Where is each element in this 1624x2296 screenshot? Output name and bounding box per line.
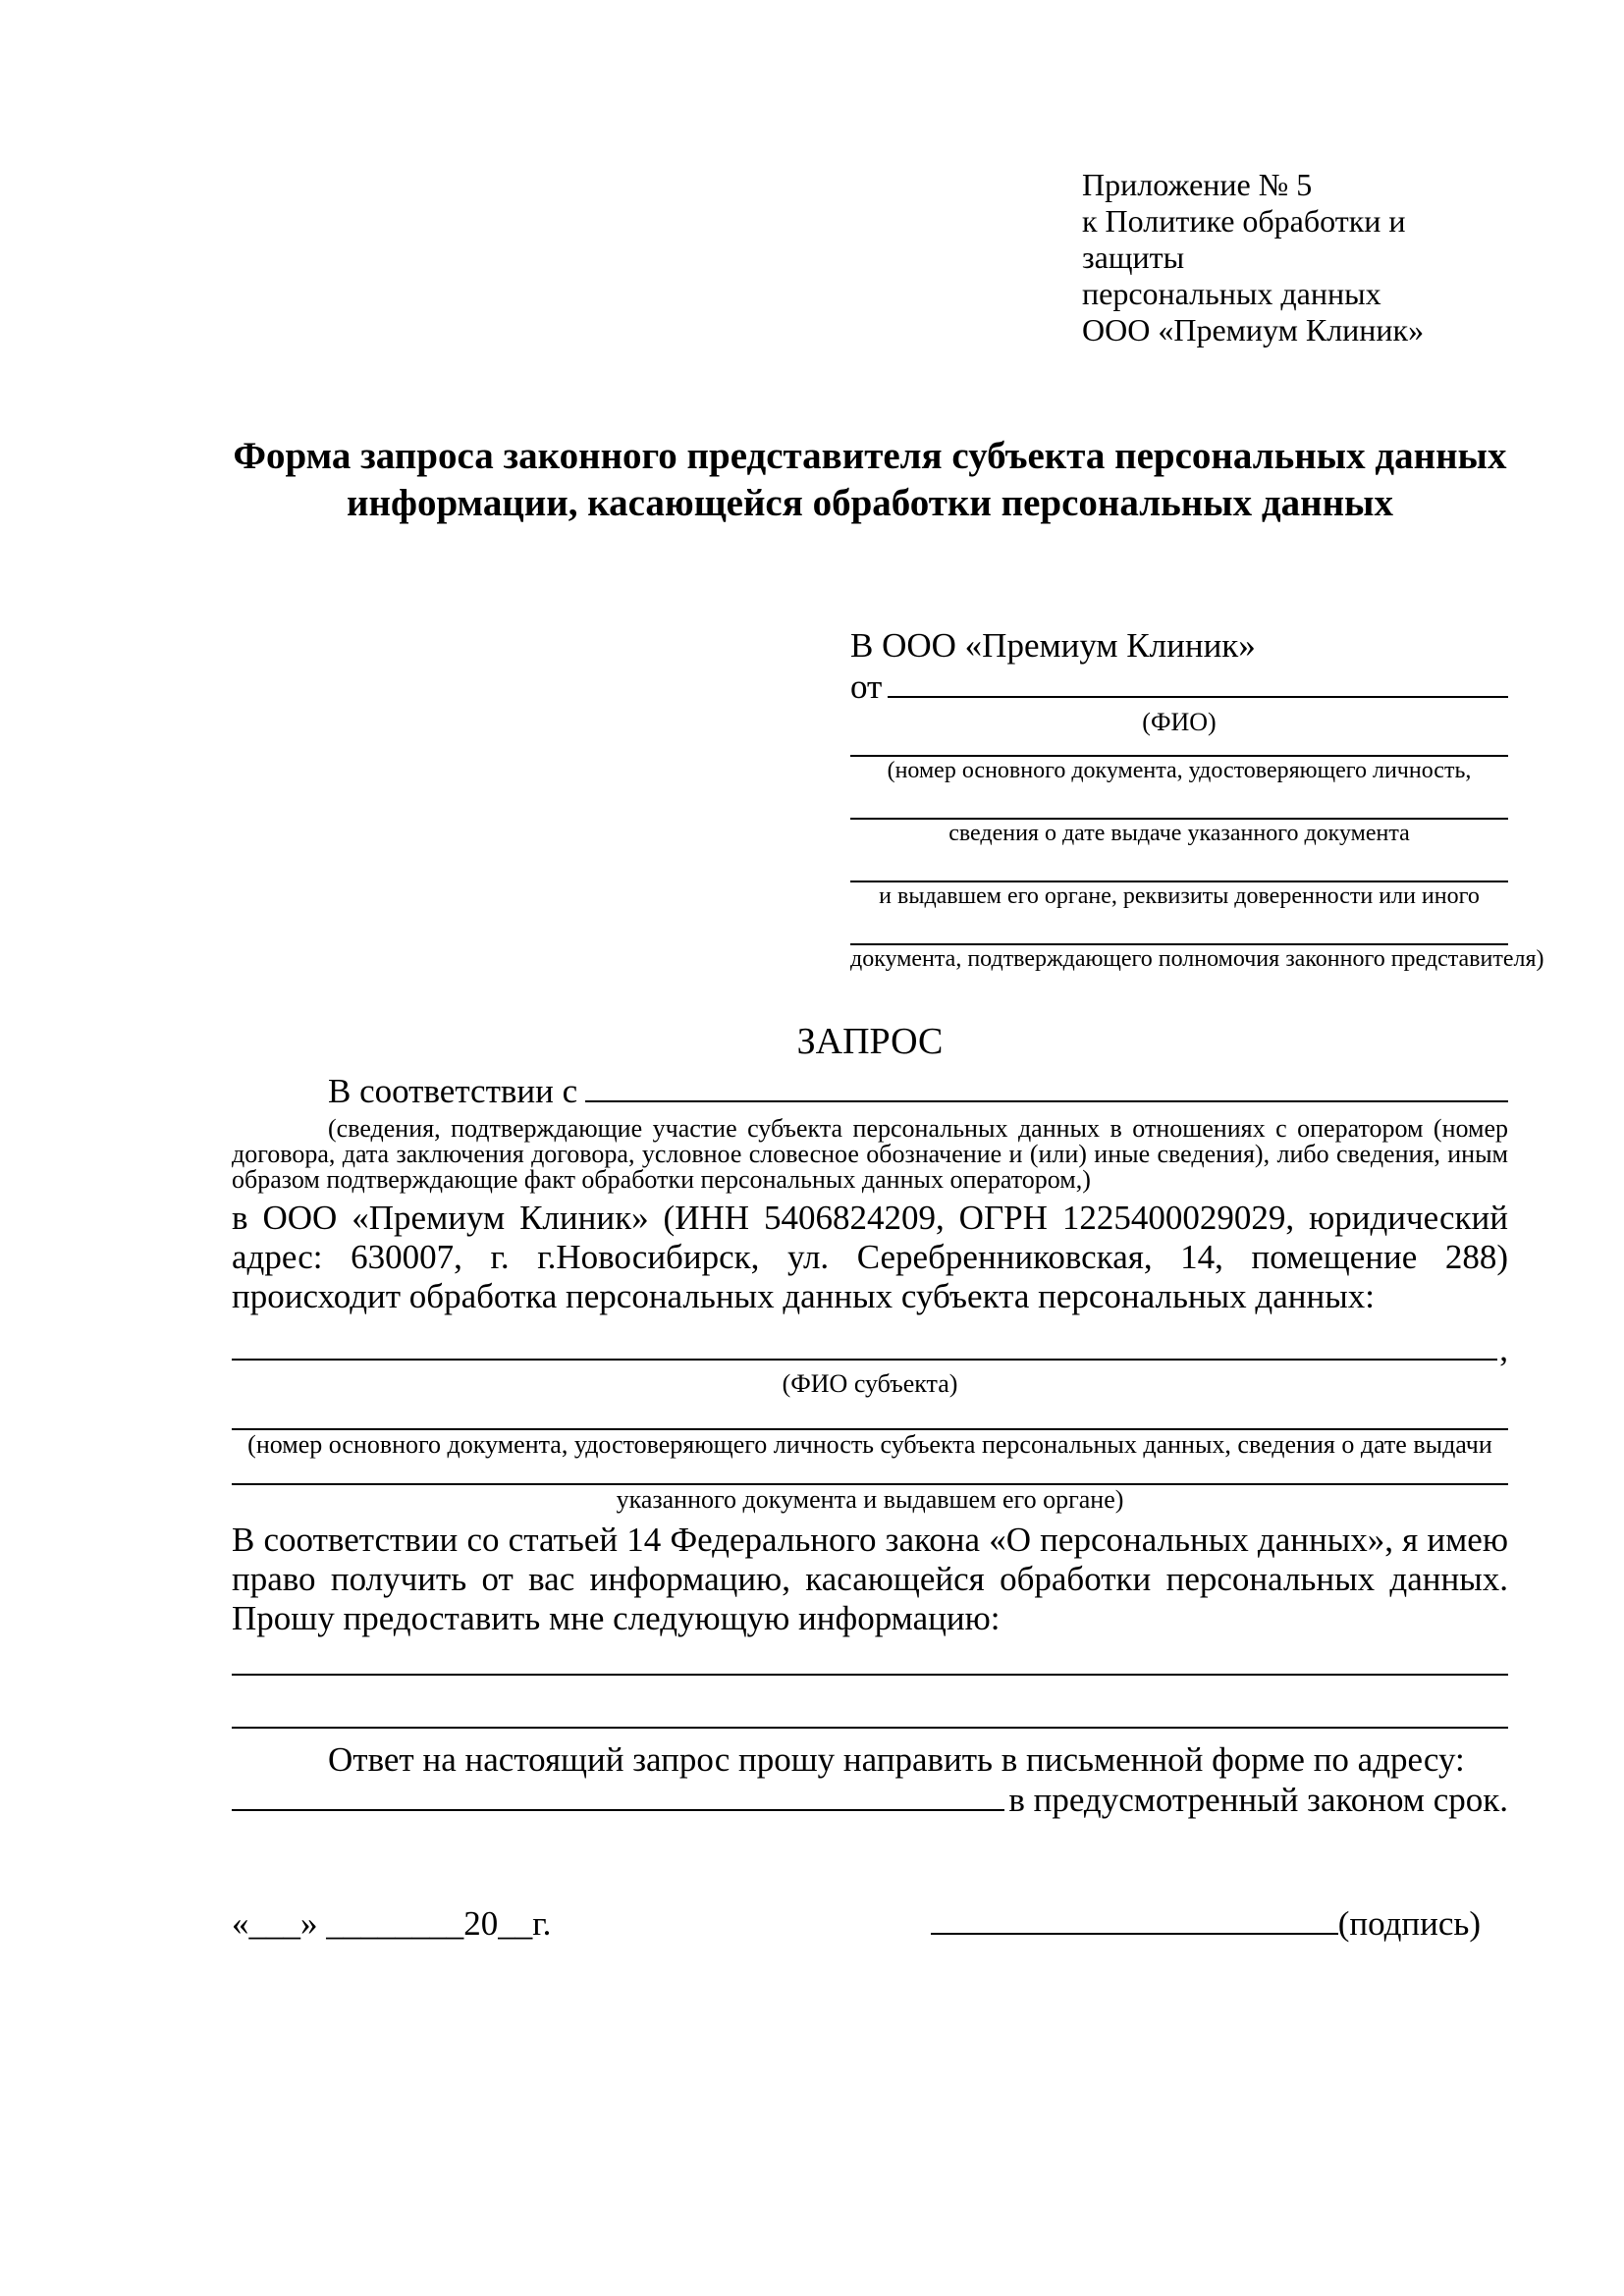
subject-fio-row <box>232 1330 1508 1369</box>
appendix-header-line-1: Приложение № 5 <box>1082 167 1313 202</box>
page-title <box>232 433 1508 527</box>
from-label: от <box>850 667 883 706</box>
signature-caption: (подпись) <box>1337 1904 1481 1943</box>
basis-row <box>232 1071 1508 1112</box>
answer-address-blank-field <box>232 1809 1004 1811</box>
representative-doc-caption-3: и выдавшем его органе, реквизиты доверенности или иного <box>879 883 1480 909</box>
date-blank-text: «___» ________20__г. <box>232 1904 552 1943</box>
operator-paragraph: в ООО «Премиум Клиник» (ИНН 5406824209, ОГРН 1225400029029, юридический адрес: 630007, г. г.Новосибирск, ул. Серебренниковская, 14, помещение 288) происходит обработка персональных данных субъекта персональных данных: <box>232 1199 1508 1315</box>
appendix-header-line-3: персональных данных <box>1082 276 1381 311</box>
representative-doc-caption-4: документа, подтверждающего полномочия законного представителя) <box>850 946 1544 972</box>
subject-doc-caption-2: указанного документа и выдавшем его органе) <box>616 1485 1124 1514</box>
subject-doc-caption-1: (номер основного документа, удостоверяющего личность субъекта персональных данных, сведения о дате выдачи <box>247 1430 1492 1459</box>
appendix-header <box>1082 167 1508 348</box>
subject-fio-comma: , <box>1499 1330 1508 1368</box>
subject-fio-blank-field <box>232 1359 1497 1361</box>
appendix-header-line-2: к Политике обработки и защиты <box>1082 203 1406 275</box>
basis-label: В соответствии с <box>328 1072 578 1110</box>
from-row <box>850 667 1508 708</box>
representative-doc-caption-2: сведения о дате выдаче указанного документа <box>948 821 1410 846</box>
page-title-line-2: информации, касающейся обработки персональных данных <box>347 482 1393 524</box>
representative-fio-blank-field <box>888 696 1508 698</box>
representative-doc-caption-1: (номер основного документа, удостоверяющего личность, <box>887 758 1472 783</box>
requested-info-blank-field-1 <box>232 1674 1508 1676</box>
requested-info-blank-field-2 <box>232 1727 1508 1729</box>
request-heading: ЗАПРОС <box>796 1021 944 1062</box>
signature-group <box>931 1903 1481 1945</box>
addressee-org: В ООО «Премиум Клиник» <box>850 626 1256 665</box>
representative-fio-caption: (ФИО) <box>1142 708 1217 736</box>
law-paragraph: В соответствии со статьей 14 Федерального закона «О персональных данных», я имею право получить от вас информацию, касающейся обработки персональных данных. Прошу предоставить мне следующую информацию: <box>232 1521 1508 1637</box>
subject-fio-caption: (ФИО субъекта) <box>782 1369 958 1398</box>
addressee-block <box>850 625 1544 973</box>
answer-address-row <box>232 1780 1508 1821</box>
document-content <box>0 167 1624 1945</box>
appendix-header-line-4: ООО «Премиум Клиник» <box>1082 312 1425 347</box>
answer-paragraph: Ответ на настоящий запрос прошу направить в письменной форме по адресу: <box>328 1740 1465 1779</box>
page-title-line-1: Форма запроса законного представителя субъекта персональных данных <box>233 435 1507 477</box>
signature-row <box>232 1903 1508 1945</box>
signature-blank-field <box>931 1933 1338 1935</box>
answer-tail-text: в предусмотренный законом срок. <box>1008 1781 1508 1819</box>
basis-caption: (сведения, подтверждающие участие субъекта персональных данных в отношениях с оператором (номер договора, дата заключения договора, условное словесное обозначение и (или) иные сведения), либо сведения, иным образом подтверждающие факт обработки персональных данных оператором,) <box>232 1114 1508 1194</box>
basis-blank-field <box>585 1100 1508 1102</box>
